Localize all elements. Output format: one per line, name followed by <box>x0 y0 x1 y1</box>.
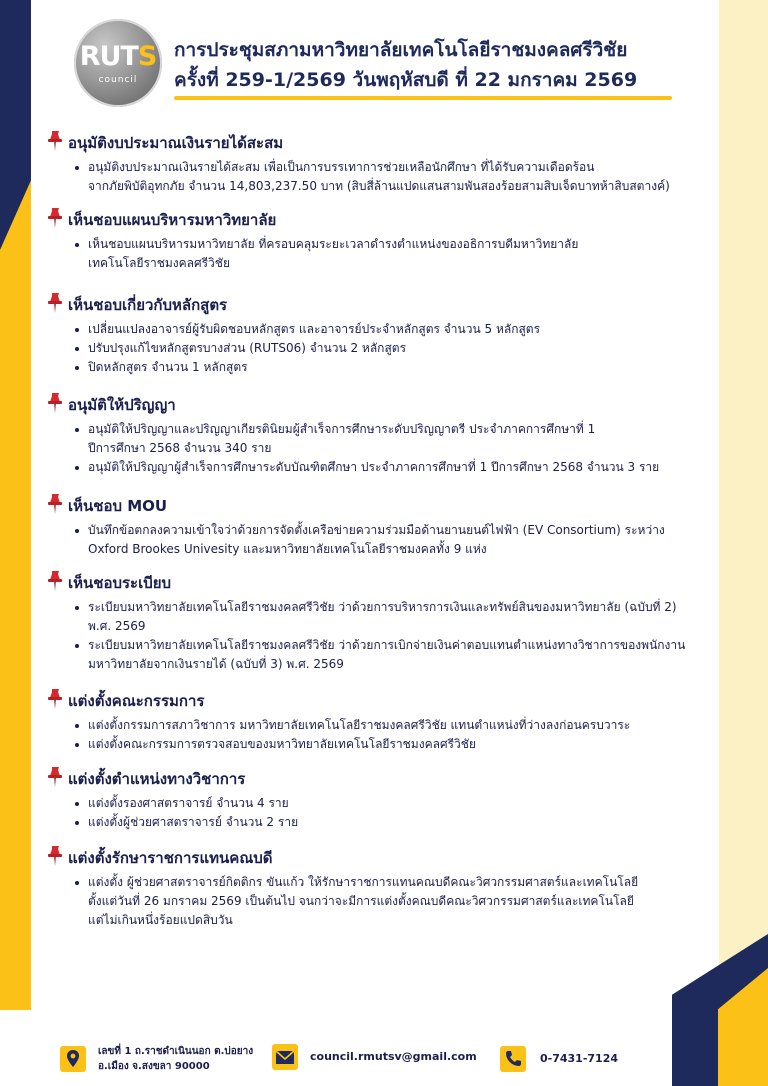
section-header <box>46 570 726 592</box>
item-text-line: อนุมัติให้ปริญญาผู้สำเร็จการศึกษาระดับบัณฑิตศึกษา ประจำภาคการศึกษาที่ 1 ปีการศึกษา 2568 จำนวน 3 ราย <box>88 460 660 474</box>
resolution-section <box>46 130 726 196</box>
item-text-line: แต่งตั้ง ผู้ช่วยศาสตราจารย์กิตติกร ขันแก้ว ให้รักษาราชการแทนคณบดีคณะวิศวกรรมศาสตร์และเทคโนโลยี <box>88 875 639 889</box>
logo-main-text: RUT <box>79 41 138 72</box>
item-text-line: ระเบียบมหาวิทยาลัยเทคโนโลยีราชมงคลศรีวิชัย ว่าด้วยการบริหารการเงินและทรัพย์สินของมหาวิทยาลัย (ฉบับที่ 2) <box>88 600 677 614</box>
list-item <box>46 420 726 458</box>
list-item <box>46 358 726 377</box>
section-title: เห็นชอบแผนบริหารมหาวิทยาลัย <box>68 211 277 229</box>
list-item <box>46 636 726 674</box>
item-text-line: อนุมัติให้ปริญญาและปริญญาเกียรตินิยมผู้สำเร็จการศึกษาระดับปริญญาตรี ประจำภาคการศึกษาที่ 1 <box>88 422 596 436</box>
section-title: อนุมัติงบประมาณเงินรายได้สะสม <box>68 134 284 152</box>
section-title: อนุมัติให้ปริญญา <box>68 396 176 414</box>
list-item <box>46 735 726 754</box>
list-item <box>46 320 726 339</box>
resolution-section <box>46 570 726 674</box>
list-item <box>46 458 726 477</box>
pushpin-icon <box>46 688 64 710</box>
item-text-line: อนุมัติงบประมาณเงินรายได้สะสม เพื่อเป็นการบรรเทาการช่วยเหลือนักศึกษา ที่ได้รับความเดือดร้อน <box>88 160 595 174</box>
resolution-section <box>46 392 726 477</box>
section-items <box>46 598 726 674</box>
page-subtitle: ครั้งที่ 259-1/2569 วันพฤหัสบดี ที่ 22 มกราคม 2569 <box>174 69 638 91</box>
section-header <box>46 130 726 152</box>
list-item <box>46 598 726 636</box>
list-item <box>46 521 726 559</box>
list-item <box>46 873 726 930</box>
section-items <box>46 158 726 196</box>
phone-icon <box>500 1046 526 1072</box>
section-title: แต่งตั้งตำแหน่งทางวิชาการ <box>68 770 246 788</box>
item-text-line: ปิดหลักสูตร จำนวน 1 หลักสูตร <box>88 360 248 374</box>
item-text-line: ปีการศึกษา 2568 จำนวน 340 ราย <box>88 441 272 455</box>
section-header <box>46 493 726 515</box>
section-title: เห็นชอบเกี่ยวกับหลักสูตร <box>68 296 228 314</box>
email-envelope-icon <box>272 1044 298 1070</box>
pushpin-icon <box>46 292 64 314</box>
item-text-line: เปลี่ยนแปลงอาจารย์ผู้รับผิดชอบหลักสูตร และอาจารย์ประจำหลักสูตร จำนวน 5 หลักสูตร <box>88 322 541 336</box>
logo-accent-text: S <box>137 41 157 72</box>
section-title: เห็นชอบ MOU <box>68 497 168 515</box>
item-text-line: แต่งตั้งผู้ช่วยศาสตราจารย์ จำนวน 2 ราย <box>88 815 299 829</box>
item-text-line: ตั้งแต่วันที่ 26 มกราคม 2569 เป็นต้นไป จนกว่าจะมีการแต่งตั้งคณบดีคณะวิศวกรรมศาสตร์และเทคโนโลยี <box>88 894 634 908</box>
pushpin-icon <box>46 766 64 788</box>
section-items <box>46 794 726 832</box>
item-text-line: ปรับปรุงแก้ไขหลักสูตรบางส่วน (RUTS06) จำนวน 2 หลักสูตร <box>88 341 407 355</box>
logo-subtitle: council <box>98 75 138 85</box>
item-text-line: มหาวิทยาลัยจากเงินรายได้ (ฉบับที่ 3) พ.ศ. 2569 <box>88 657 344 671</box>
section-title: แต่งตั้งรักษาราชการแทนคณบดี <box>68 849 273 867</box>
pushpin-icon <box>46 130 64 152</box>
item-text-line: พ.ศ. 2569 <box>88 619 146 633</box>
resolution-section <box>46 688 726 754</box>
resolution-section <box>46 292 726 377</box>
pushpin-icon <box>46 570 64 592</box>
item-text-line: แต่งตั้งรองศาสตราจารย์ จำนวน 4 ราย <box>88 796 289 810</box>
section-header <box>46 688 726 710</box>
section-header <box>46 207 726 229</box>
section-header <box>46 392 726 414</box>
section-items <box>46 873 726 930</box>
pushpin-icon <box>46 392 64 414</box>
resolution-section <box>46 207 726 273</box>
title-underline <box>174 96 672 100</box>
section-items <box>46 235 726 273</box>
section-title: แต่งตั้งคณะกรรมการ <box>68 692 205 710</box>
item-text-line: แต่งตั้งกรรมการสภาวิชาการ มหาวิทยาลัยเทคโนโลยีราชมงคลศรีวิชัย แทนตำแหน่งที่ว่างลงก่อนครบวาระ <box>88 718 631 732</box>
location-pin-icon <box>60 1046 86 1072</box>
section-header <box>46 292 726 314</box>
item-text-line: ระเบียบมหาวิทยาลัยเทคโนโลยีราชมงคลศรีวิชัย ว่าด้วยการเบิกจ่ายเงินค่าตอบแทนตำแหน่งทางวิชาการของพนักงาน <box>88 638 686 652</box>
pushpin-icon <box>46 493 64 515</box>
footer-phone[interactable]: 0-7431-7124 <box>540 1052 619 1065</box>
list-item <box>46 235 726 273</box>
pushpin-icon <box>46 207 64 229</box>
page-title: การประชุมสภามหาวิทยาลัยเทคโนโลยีราชมงคลศรีวิชัย <box>174 39 628 61</box>
section-items <box>46 320 726 377</box>
item-text-line: แต่ไม่เกินหนึ่งร้อยแปดสิบวัน <box>88 913 233 927</box>
item-text-line: แต่งตั้งคณะกรรมการตรวจสอบของมหาวิทยาลัยเทคโนโลยีราชมงคลศรีวิชัย <box>88 737 476 751</box>
item-text-line: บันทึกข้อตกลงความเข้าใจว่าด้วยการจัดตั้งเครือข่ายความร่วมมือด้านยานยนต์ไฟฟ้า (EV Consortium) ระหว่าง <box>88 523 665 537</box>
list-item <box>46 339 726 358</box>
list-item <box>46 716 726 735</box>
item-text-line: เห็นชอบแผนบริหารมหาวิทยาลัย ที่ครอบคลุมระยะเวลาดำรงตำแหน่งของอธิการบดีมหาวิทยาลัย <box>88 237 579 251</box>
resolution-section <box>46 845 726 930</box>
ruts-council-logo <box>74 19 162 107</box>
footer-email[interactable]: council.rmutsv@gmail.com <box>310 1050 477 1063</box>
section-header <box>46 766 726 788</box>
footer-address-line1: เลขที่ 1 ถ.ราชดำเนินนอก ต.บ่อยาง <box>98 1046 254 1057</box>
section-header <box>46 845 726 867</box>
logo-wordmark <box>74 41 162 72</box>
list-item <box>46 158 726 196</box>
section-items <box>46 521 726 559</box>
section-items <box>46 420 726 477</box>
list-item <box>46 813 726 832</box>
resolution-section <box>46 493 726 559</box>
item-text-line: Oxford Brookes Univesity และมหาวิทยาลัยเทคโนโลยีราชมงคลทั้ง 9 แห่ง <box>88 542 487 556</box>
pushpin-icon <box>46 845 64 867</box>
list-item <box>46 794 726 813</box>
section-items <box>46 716 726 754</box>
item-text-line: จากภัยพิบัติอุทกภัย จำนวน 14,803,237.50 บาท (สิบสี่ล้านแปดแสนสามพันสองร้อยสามสิบเจ็ดบาทห้าสิบสตางค์) <box>88 179 670 193</box>
item-text-line: เทคโนโลยีราชมงคลศรีวิชัย <box>88 256 230 270</box>
section-title: เห็นชอบระเบียบ <box>68 574 172 592</box>
footer-address-line2: อ.เมือง จ.สงขลา 90000 <box>98 1061 210 1072</box>
resolution-section <box>46 766 726 832</box>
